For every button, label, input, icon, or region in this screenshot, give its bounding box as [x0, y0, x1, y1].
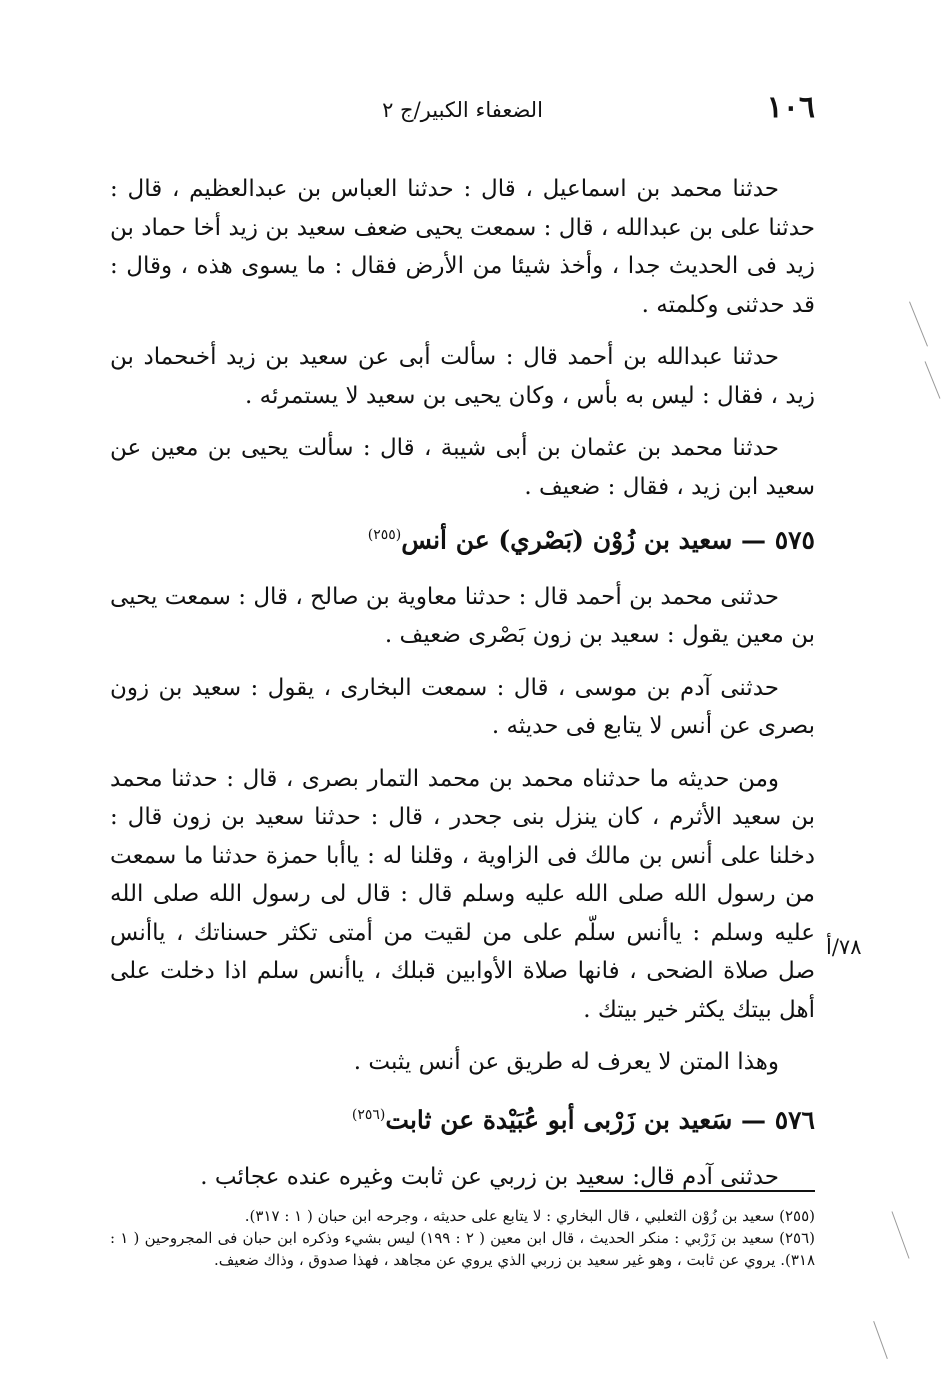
footnote-ref: (٢٥٦)	[351, 1106, 386, 1123]
scan-artifact	[891, 1211, 909, 1258]
page-header	[110, 90, 815, 130]
scan-artifact	[909, 302, 928, 347]
paragraph: حدثنا عبدالله بن أحمد قال : سألت أبى عن سعيد بن زيد أخىحماد بن زيد ، فقال : ليس به بأس ، وكان يحيى بن سعيد لا يستمرئه .	[110, 344, 815, 409]
paragraph: حدثنا محمد بن عثمان بن أبى شيبة ، قال : سألت يحيى بن معين عن سعيد ابن زيد ، فقال : ضعيف .	[110, 435, 815, 500]
footnote-divider	[580, 1190, 815, 1192]
closing-remark: وهذا المتن لا يعرف له طريق عن أنس يثبت .	[353, 1049, 779, 1076]
entry-heading-575	[110, 516, 815, 560]
manuscript-folio-ref: ٧٨/أ	[826, 935, 862, 959]
footnote: (٢٥٦) سعيد بن زَرْبي : منكر الحديث ، قال ابن معين ( ٢ : ١٩٩) ليس بشيء وذكره ابن حبان فى المجروحين ( ١ : ٣١٨). يروي عن ثابت ، وهو غير سعيد بن زربي الذي يروي عن مجاهد ، فهذا صدوق ، وذاك ضعيف.	[110, 1229, 816, 1269]
paragraph: حدثنى محمد بن أحمد قال : حدثنا معاوية بن صالح ، قال : سمعت يحيى بن معين يقول : سعيد بن زون بَصْرى ضعيف .	[110, 583, 815, 649]
footnote-ref: (٢٥٥)	[367, 527, 402, 543]
scan-artifact	[873, 1321, 888, 1359]
entry-heading-text: ٥٧٦ — سَعيد بن زَرْبى أبو عُبَيْدة عن ثابت	[385, 1105, 815, 1135]
paragraph: حدثنى آدم قال: سعيد بن زربي عن ثابت وغيره عنده عجائب .	[200, 1163, 779, 1190]
footnotes	[110, 1205, 815, 1271]
paragraph: ومن حديثه ما حدثناه محمد بن محمد التمار بصرى ، قال : حدثنا محمد بن سعيد الأثرم ، كان ينزل بنى جحدر ، قال : حدثنا سعيد بن زون قال : دخلنا على أنس بن مالك فى الزاوية ، وقلنا له : ياأبا حمزة حدثنا ما سمعت من رسول الله صلى الله عليه وسلم قال : قال لى رسول الله صلى الله عليه وسلم : ياأنس سلّم على من لقيت من أمتى تكثر حسناتك ، ياأنس صل صلاة الضحى ، فانها صلاة الأوابين قبلك ، ياأنس سلم اذا دخلت على أهل بيتك يكثر خير بيتك .	[110, 765, 815, 1023]
scan-artifact	[925, 361, 941, 398]
entry-heading-text: ٥٧٥ — سعيد بن زُوْن (بَصْري) عن أنس	[401, 525, 815, 555]
page-number: ١٠٦	[766, 90, 815, 125]
main-text	[110, 170, 815, 1210]
paragraph: حدثنى آدم بن موسى ، قال : سمعت البخارى ، يقول : سعيد بن زون بصرى عن أنس لا يتابع فى حديثه .	[110, 674, 815, 740]
running-title: الضعفاء الكبير/ج ٢	[382, 98, 543, 122]
entry-heading-576	[110, 1096, 815, 1140]
paragraph: حدثنا محمد بن اسماعيل ، قال : حدثنا العباس بن عبدالعظيم ، قال : حدثنا على بن عبدالله ، قال : سمعت يحيى ضعف سعيد بن زيد أخا حماد بن زيد فى الحديث جدا ، وأخذ شيئا من الأرض فقال : ما يسوى هذه ، وقال : قد حدثنى وكلمته .	[110, 176, 815, 318]
footnote: (٢٥٥) سعيد بن زُوْن الثعلبي ، قال البخاري : لا يتابع على حديثه ، وجرحه ابن حبان ( ١ : ٣١٧).	[244, 1207, 815, 1225]
